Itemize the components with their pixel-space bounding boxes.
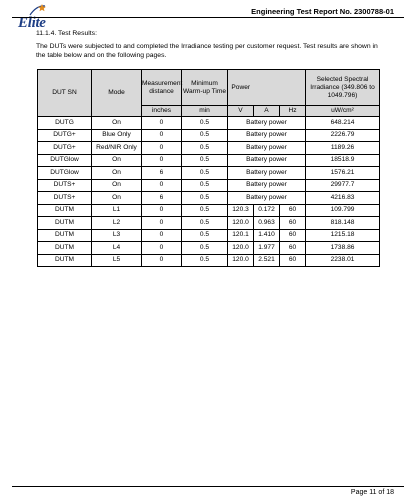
cell-distance: 0 [142, 179, 182, 192]
cell-dut-sn: DUTG+ [38, 129, 92, 142]
cell-dut-sn: DUTS+ [38, 179, 92, 192]
unit-distance: inches [142, 106, 182, 117]
cell-battery-power: Battery power [228, 129, 306, 142]
logo-text: Elite [18, 15, 46, 31]
cell-irradiance: 18518.9 [306, 154, 380, 167]
cell-dut-sn: DUTS+ [38, 192, 92, 205]
table-row [38, 229, 380, 242]
cell-irradiance: 1576.21 [306, 167, 380, 180]
cell-dut-sn: DUTM [38, 229, 92, 242]
cell-current: 2.521 [254, 254, 280, 267]
header-warmup-time: Minimum Warm-up Time [182, 70, 228, 106]
cell-distance: 0 [142, 142, 182, 155]
company-logo [18, 4, 58, 32]
table-row [38, 154, 380, 167]
cell-frequency: 60 [280, 217, 306, 230]
cell-dut-sn: DUTM [38, 254, 92, 267]
cell-irradiance: 109.799 [306, 204, 380, 217]
cell-irradiance: 2226.79 [306, 129, 380, 142]
unit-irradiance: uW/cm² [306, 106, 380, 117]
test-results-table [37, 69, 380, 267]
table-row [38, 117, 380, 130]
cell-mode: Blue Only [92, 129, 142, 142]
cell-irradiance: 4216.83 [306, 192, 380, 205]
cell-distance: 0 [142, 217, 182, 230]
cell-battery-power: Battery power [228, 154, 306, 167]
cell-mode: On [92, 167, 142, 180]
cell-current: 0.963 [254, 217, 280, 230]
header-mode: Mode [92, 70, 142, 117]
cell-current: 1.410 [254, 229, 280, 242]
cell-frequency: 60 [280, 229, 306, 242]
cell-time: 0.5 [182, 179, 228, 192]
cell-time: 0.5 [182, 142, 228, 155]
table-row [38, 254, 380, 267]
cell-voltage: 120.0 [228, 217, 254, 230]
cell-dut-sn: DUTGlow [38, 167, 92, 180]
header-power: Power [228, 70, 254, 106]
cell-battery-power: Battery power [228, 179, 306, 192]
cell-time: 0.5 [182, 192, 228, 205]
cell-dut-sn: DUTM [38, 242, 92, 255]
cell-irradiance: 2238.01 [306, 254, 380, 267]
table-row [38, 129, 380, 142]
cell-battery-power: Battery power [228, 192, 306, 205]
cell-dut-sn: DUTG+ [38, 142, 92, 155]
cell-dut-sn: DUTG [38, 117, 92, 130]
cell-mode: On [92, 179, 142, 192]
cell-mode: Red/NIR Only [92, 142, 142, 155]
page-number: Page 11 of 18 [350, 489, 394, 496]
cell-mode: On [92, 117, 142, 130]
cell-irradiance: 818.148 [306, 217, 380, 230]
cell-distance: 6 [142, 192, 182, 205]
cell-mode: L3 [92, 229, 142, 242]
cell-distance: 0 [142, 129, 182, 142]
cell-dut-sn: DUTGlow [38, 154, 92, 167]
cell-frequency: 60 [280, 204, 306, 217]
cell-irradiance: 1738.86 [306, 242, 380, 255]
unit-voltage: V [228, 106, 254, 117]
footer-divider [12, 486, 404, 487]
cell-time: 0.5 [182, 229, 228, 242]
table-row [38, 179, 380, 192]
cell-mode: L5 [92, 254, 142, 267]
cell-voltage: 120.0 [228, 242, 254, 255]
cell-frequency: 60 [280, 242, 306, 255]
section-heading: 11.1.4. Test Results: [36, 30, 97, 37]
unit-frequency: Hz [280, 106, 306, 117]
unit-current: A [254, 106, 280, 117]
cell-frequency: 60 [280, 254, 306, 267]
header-divider [12, 17, 404, 18]
cell-distance: 0 [142, 154, 182, 167]
cell-time: 0.5 [182, 217, 228, 230]
intro-paragraph: The DUTs were subjected to and completed the Irradiance testing per customer request. Test results are shown in the table below and on the following pages. [36, 43, 378, 59]
cell-mode: L2 [92, 217, 142, 230]
unit-time: min [182, 106, 228, 117]
cell-time: 0.5 [182, 254, 228, 267]
cell-mode: On [92, 154, 142, 167]
cell-dut-sn: DUTM [38, 217, 92, 230]
cell-battery-power: Battery power [228, 117, 306, 130]
cell-time: 0.5 [182, 154, 228, 167]
cell-irradiance: 648.214 [306, 117, 380, 130]
cell-voltage: 120.1 [228, 229, 254, 242]
header-measurement-distance: Measurement distance [142, 70, 182, 106]
cell-distance: 0 [142, 117, 182, 130]
cell-time: 0.5 [182, 204, 228, 217]
cell-irradiance: 1189.26 [306, 142, 380, 155]
cell-irradiance: 29977.7 [306, 179, 380, 192]
cell-current: 0.172 [254, 204, 280, 217]
cell-current: 1.977 [254, 242, 280, 255]
cell-time: 0.5 [182, 242, 228, 255]
table-row [38, 204, 380, 217]
cell-time: 0.5 [182, 167, 228, 180]
header-irradiance: Selected Spectral Irradiance (349.806 to 1049.796) [306, 70, 380, 106]
header-power-blank [254, 70, 280, 106]
cell-time: 0.5 [182, 129, 228, 142]
cell-voltage: 120.3 [228, 204, 254, 217]
cell-voltage: 120.0 [228, 254, 254, 267]
cell-dut-sn: DUTM [38, 204, 92, 217]
cell-distance: 0 [142, 229, 182, 242]
cell-mode: On [92, 192, 142, 205]
cell-battery-power: Battery power [228, 142, 306, 155]
table-row [38, 217, 380, 230]
cell-mode: L1 [92, 204, 142, 217]
table-row [38, 167, 380, 180]
table-row [38, 142, 380, 155]
cell-battery-power: Battery power [228, 167, 306, 180]
cell-mode: L4 [92, 242, 142, 255]
header-power-blank [280, 70, 306, 106]
cell-distance: 0 [142, 254, 182, 267]
cell-time: 0.5 [182, 117, 228, 130]
table-header-row [38, 70, 380, 106]
cell-irradiance: 1215.18 [306, 229, 380, 242]
cell-distance: 0 [142, 242, 182, 255]
cell-distance: 6 [142, 167, 182, 180]
table-row [38, 242, 380, 255]
cell-distance: 0 [142, 204, 182, 217]
table-row [38, 192, 380, 205]
header-dut-sn: DUT SN [38, 70, 92, 117]
report-title: Engineering Test Report No. 2300788-01 [251, 7, 394, 16]
